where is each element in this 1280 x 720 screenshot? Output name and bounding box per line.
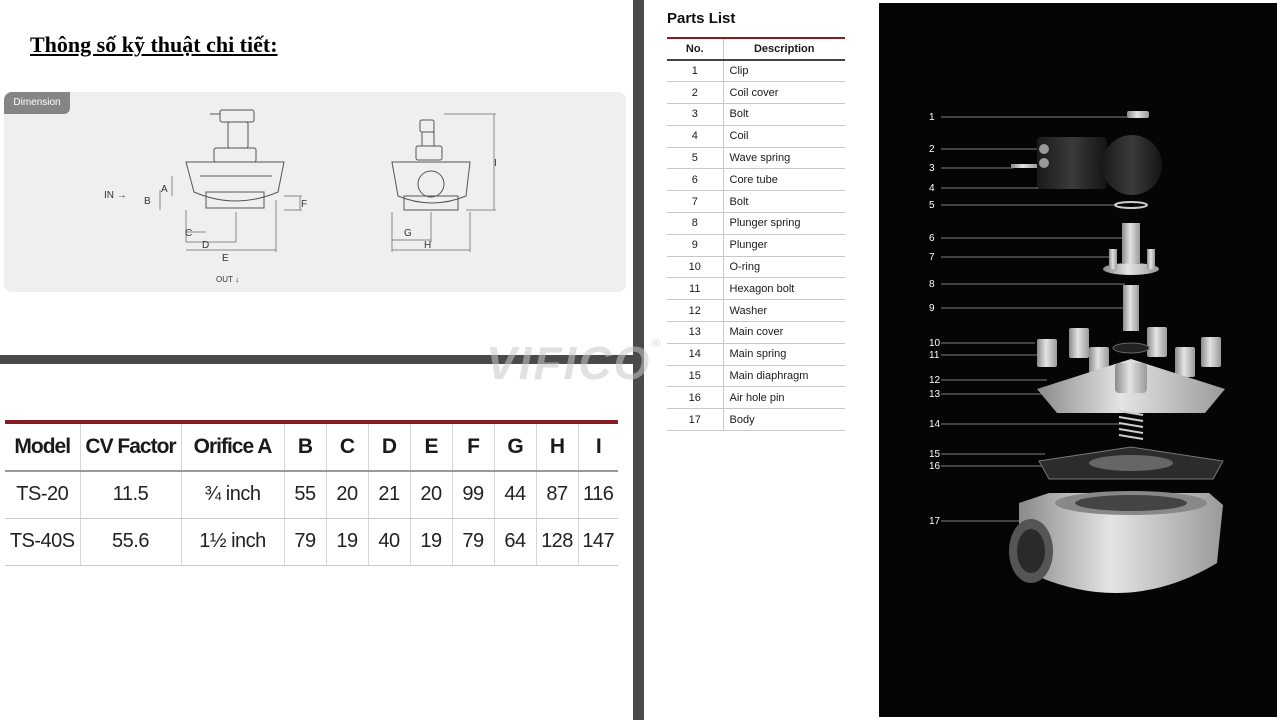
parts-header-row bbox=[667, 38, 845, 60]
dim-letter-h: H bbox=[424, 240, 432, 251]
table-cell: 40 bbox=[368, 518, 410, 565]
dimension-drawing bbox=[4, 92, 626, 292]
header-d: D bbox=[368, 422, 410, 471]
table-row bbox=[667, 104, 845, 126]
dim-letter-b: B bbox=[144, 196, 151, 207]
coil-head-shape bbox=[220, 110, 254, 122]
part-description: Coil bbox=[723, 125, 845, 147]
part-description: Plunger spring bbox=[723, 213, 845, 235]
part-description: Wave spring bbox=[723, 147, 845, 169]
table-row bbox=[667, 322, 845, 344]
callout-label: 13 bbox=[929, 389, 941, 400]
callout-label: 16 bbox=[929, 461, 941, 472]
part-number: 16 bbox=[667, 387, 723, 409]
part-description: Plunger bbox=[723, 234, 845, 256]
table-cell: 1½ inch bbox=[181, 518, 284, 565]
dim-letter-a: A bbox=[161, 184, 168, 195]
table-cell: 55.6 bbox=[80, 518, 181, 565]
header-cv-factor: CV Factor bbox=[80, 422, 181, 471]
dim-letter-g: G bbox=[404, 228, 412, 239]
callout-label: 8 bbox=[929, 279, 935, 290]
table-cell: 147 bbox=[578, 518, 618, 565]
callout-label: 10 bbox=[929, 338, 941, 349]
callout-label: 9 bbox=[929, 303, 935, 314]
header-b: B bbox=[284, 422, 326, 471]
table-cell: 55 bbox=[284, 471, 326, 518]
spec-table bbox=[5, 420, 618, 566]
header-i: I bbox=[578, 422, 618, 471]
vifico-watermark bbox=[486, 336, 662, 390]
exploded-view-panel bbox=[879, 3, 1277, 717]
table-cell: 79 bbox=[284, 518, 326, 565]
dimension-panel bbox=[4, 92, 626, 292]
watermark-mark: ® bbox=[651, 336, 663, 350]
main-spring-part bbox=[1119, 411, 1143, 439]
header-model: Model bbox=[5, 422, 80, 471]
watermark-text: VIFICO bbox=[486, 337, 652, 389]
part-number: 17 bbox=[667, 409, 723, 431]
table-cell: TS-20 bbox=[5, 471, 80, 518]
part-number: 11 bbox=[667, 278, 723, 300]
part-number: 5 bbox=[667, 147, 723, 169]
table-row bbox=[667, 213, 845, 235]
part-number: 3 bbox=[667, 104, 723, 126]
part-number: 8 bbox=[667, 213, 723, 235]
table-row bbox=[667, 278, 845, 300]
coil-part bbox=[1102, 135, 1162, 195]
table-cell: 99 bbox=[452, 471, 494, 518]
table-row bbox=[667, 256, 845, 278]
table-cell: 87 bbox=[536, 471, 578, 518]
bolt-part bbox=[1011, 164, 1037, 168]
callout-label: 4 bbox=[929, 183, 935, 194]
table-row bbox=[667, 387, 845, 409]
part-number: 12 bbox=[667, 300, 723, 322]
part-description: Clip bbox=[723, 60, 845, 82]
part-description: Core tube bbox=[723, 169, 845, 191]
table-row bbox=[667, 365, 845, 387]
table-row bbox=[667, 147, 845, 169]
page-heading: Thông số kỹ thuật chi tiết: bbox=[30, 32, 278, 57]
header-h: H bbox=[536, 422, 578, 471]
table-row bbox=[5, 518, 618, 565]
callout-label: 15 bbox=[929, 449, 941, 460]
part-description: Main cover bbox=[723, 322, 845, 344]
callout-label: 2 bbox=[929, 144, 935, 155]
table-row bbox=[667, 125, 845, 147]
callout-label: 17 bbox=[929, 516, 941, 527]
header-e: E bbox=[410, 422, 452, 471]
part-number: 14 bbox=[667, 343, 723, 365]
dim-letter-f: F bbox=[301, 199, 308, 210]
callout-label: 12 bbox=[929, 375, 941, 386]
o-ring-part bbox=[1113, 343, 1149, 353]
table-cell: 116 bbox=[578, 471, 618, 518]
part-description: Washer bbox=[723, 300, 845, 322]
callout-label: 1 bbox=[929, 112, 935, 123]
header-orifice-a: Orifice A bbox=[181, 422, 284, 471]
table-row bbox=[667, 300, 845, 322]
part-number: 15 bbox=[667, 365, 723, 387]
dim-letter-i: I bbox=[494, 158, 497, 169]
part-description: Bolt bbox=[723, 191, 845, 213]
parts-table bbox=[667, 37, 845, 431]
callout-label: 11 bbox=[929, 350, 940, 361]
part-description: Coil cover bbox=[723, 82, 845, 104]
table-row bbox=[667, 234, 845, 256]
table-row bbox=[667, 60, 845, 82]
part-description: Hexagon bolt bbox=[723, 278, 845, 300]
callout-label: 7 bbox=[929, 252, 935, 263]
core-tube-part bbox=[1122, 223, 1140, 263]
exploded-view-drawing bbox=[879, 3, 1277, 717]
table-cell: 19 bbox=[326, 518, 368, 565]
part-number: 2 bbox=[667, 82, 723, 104]
wave-spring-part bbox=[1115, 202, 1147, 208]
part-number: 10 bbox=[667, 256, 723, 278]
parts-header-no: No. bbox=[667, 38, 723, 60]
dimension-tab: Dimension bbox=[4, 92, 70, 114]
part-number: 6 bbox=[667, 169, 723, 191]
table-cell: 19 bbox=[410, 518, 452, 565]
table-cell: 11.5 bbox=[80, 471, 181, 518]
part-number: 13 bbox=[667, 322, 723, 344]
table-row bbox=[667, 169, 845, 191]
spec-header-row bbox=[5, 422, 618, 471]
table-row bbox=[667, 191, 845, 213]
callout-label: 14 bbox=[929, 419, 941, 430]
table-row bbox=[667, 409, 845, 431]
parts-header-description: Description bbox=[723, 38, 845, 60]
part-description: Body bbox=[723, 409, 845, 431]
dim-letter-e: E bbox=[222, 253, 229, 264]
table-cell: 128 bbox=[536, 518, 578, 565]
table-cell: 20 bbox=[410, 471, 452, 518]
table-row bbox=[667, 343, 845, 365]
part-description: Bolt bbox=[723, 104, 845, 126]
table-row bbox=[667, 82, 845, 104]
table-cell: ¾ inch bbox=[181, 471, 284, 518]
callout-label: 5 bbox=[929, 200, 935, 211]
in-label: IN → bbox=[104, 190, 127, 201]
dim-letter-c: C bbox=[185, 228, 193, 239]
dim-letter-d: D bbox=[202, 240, 210, 251]
part-number: 4 bbox=[667, 125, 723, 147]
header-f: F bbox=[452, 422, 494, 471]
parts-list-title: Parts List bbox=[667, 10, 736, 27]
plunger-part bbox=[1123, 285, 1139, 331]
table-cell: 20 bbox=[326, 471, 368, 518]
table-cell: TS-40S bbox=[5, 518, 80, 565]
part-description: Air hole pin bbox=[723, 387, 845, 409]
table-cell: 79 bbox=[452, 518, 494, 565]
callout-label: 3 bbox=[929, 163, 935, 174]
table-cell: 44 bbox=[494, 471, 536, 518]
part-number: 1 bbox=[667, 60, 723, 82]
table-cell: 64 bbox=[494, 518, 536, 565]
part-number: 9 bbox=[667, 234, 723, 256]
clip-part bbox=[1127, 111, 1149, 118]
out-label: OUT ↓ bbox=[216, 275, 239, 284]
header-g: G bbox=[494, 422, 536, 471]
table-row bbox=[5, 471, 618, 518]
part-description: O-ring bbox=[723, 256, 845, 278]
header-c: C bbox=[326, 422, 368, 471]
part-description: Main spring bbox=[723, 343, 845, 365]
part-description: Main diaphragm bbox=[723, 365, 845, 387]
table-cell: 21 bbox=[368, 471, 410, 518]
part-number: 7 bbox=[667, 191, 723, 213]
callout-label: 6 bbox=[929, 233, 935, 244]
